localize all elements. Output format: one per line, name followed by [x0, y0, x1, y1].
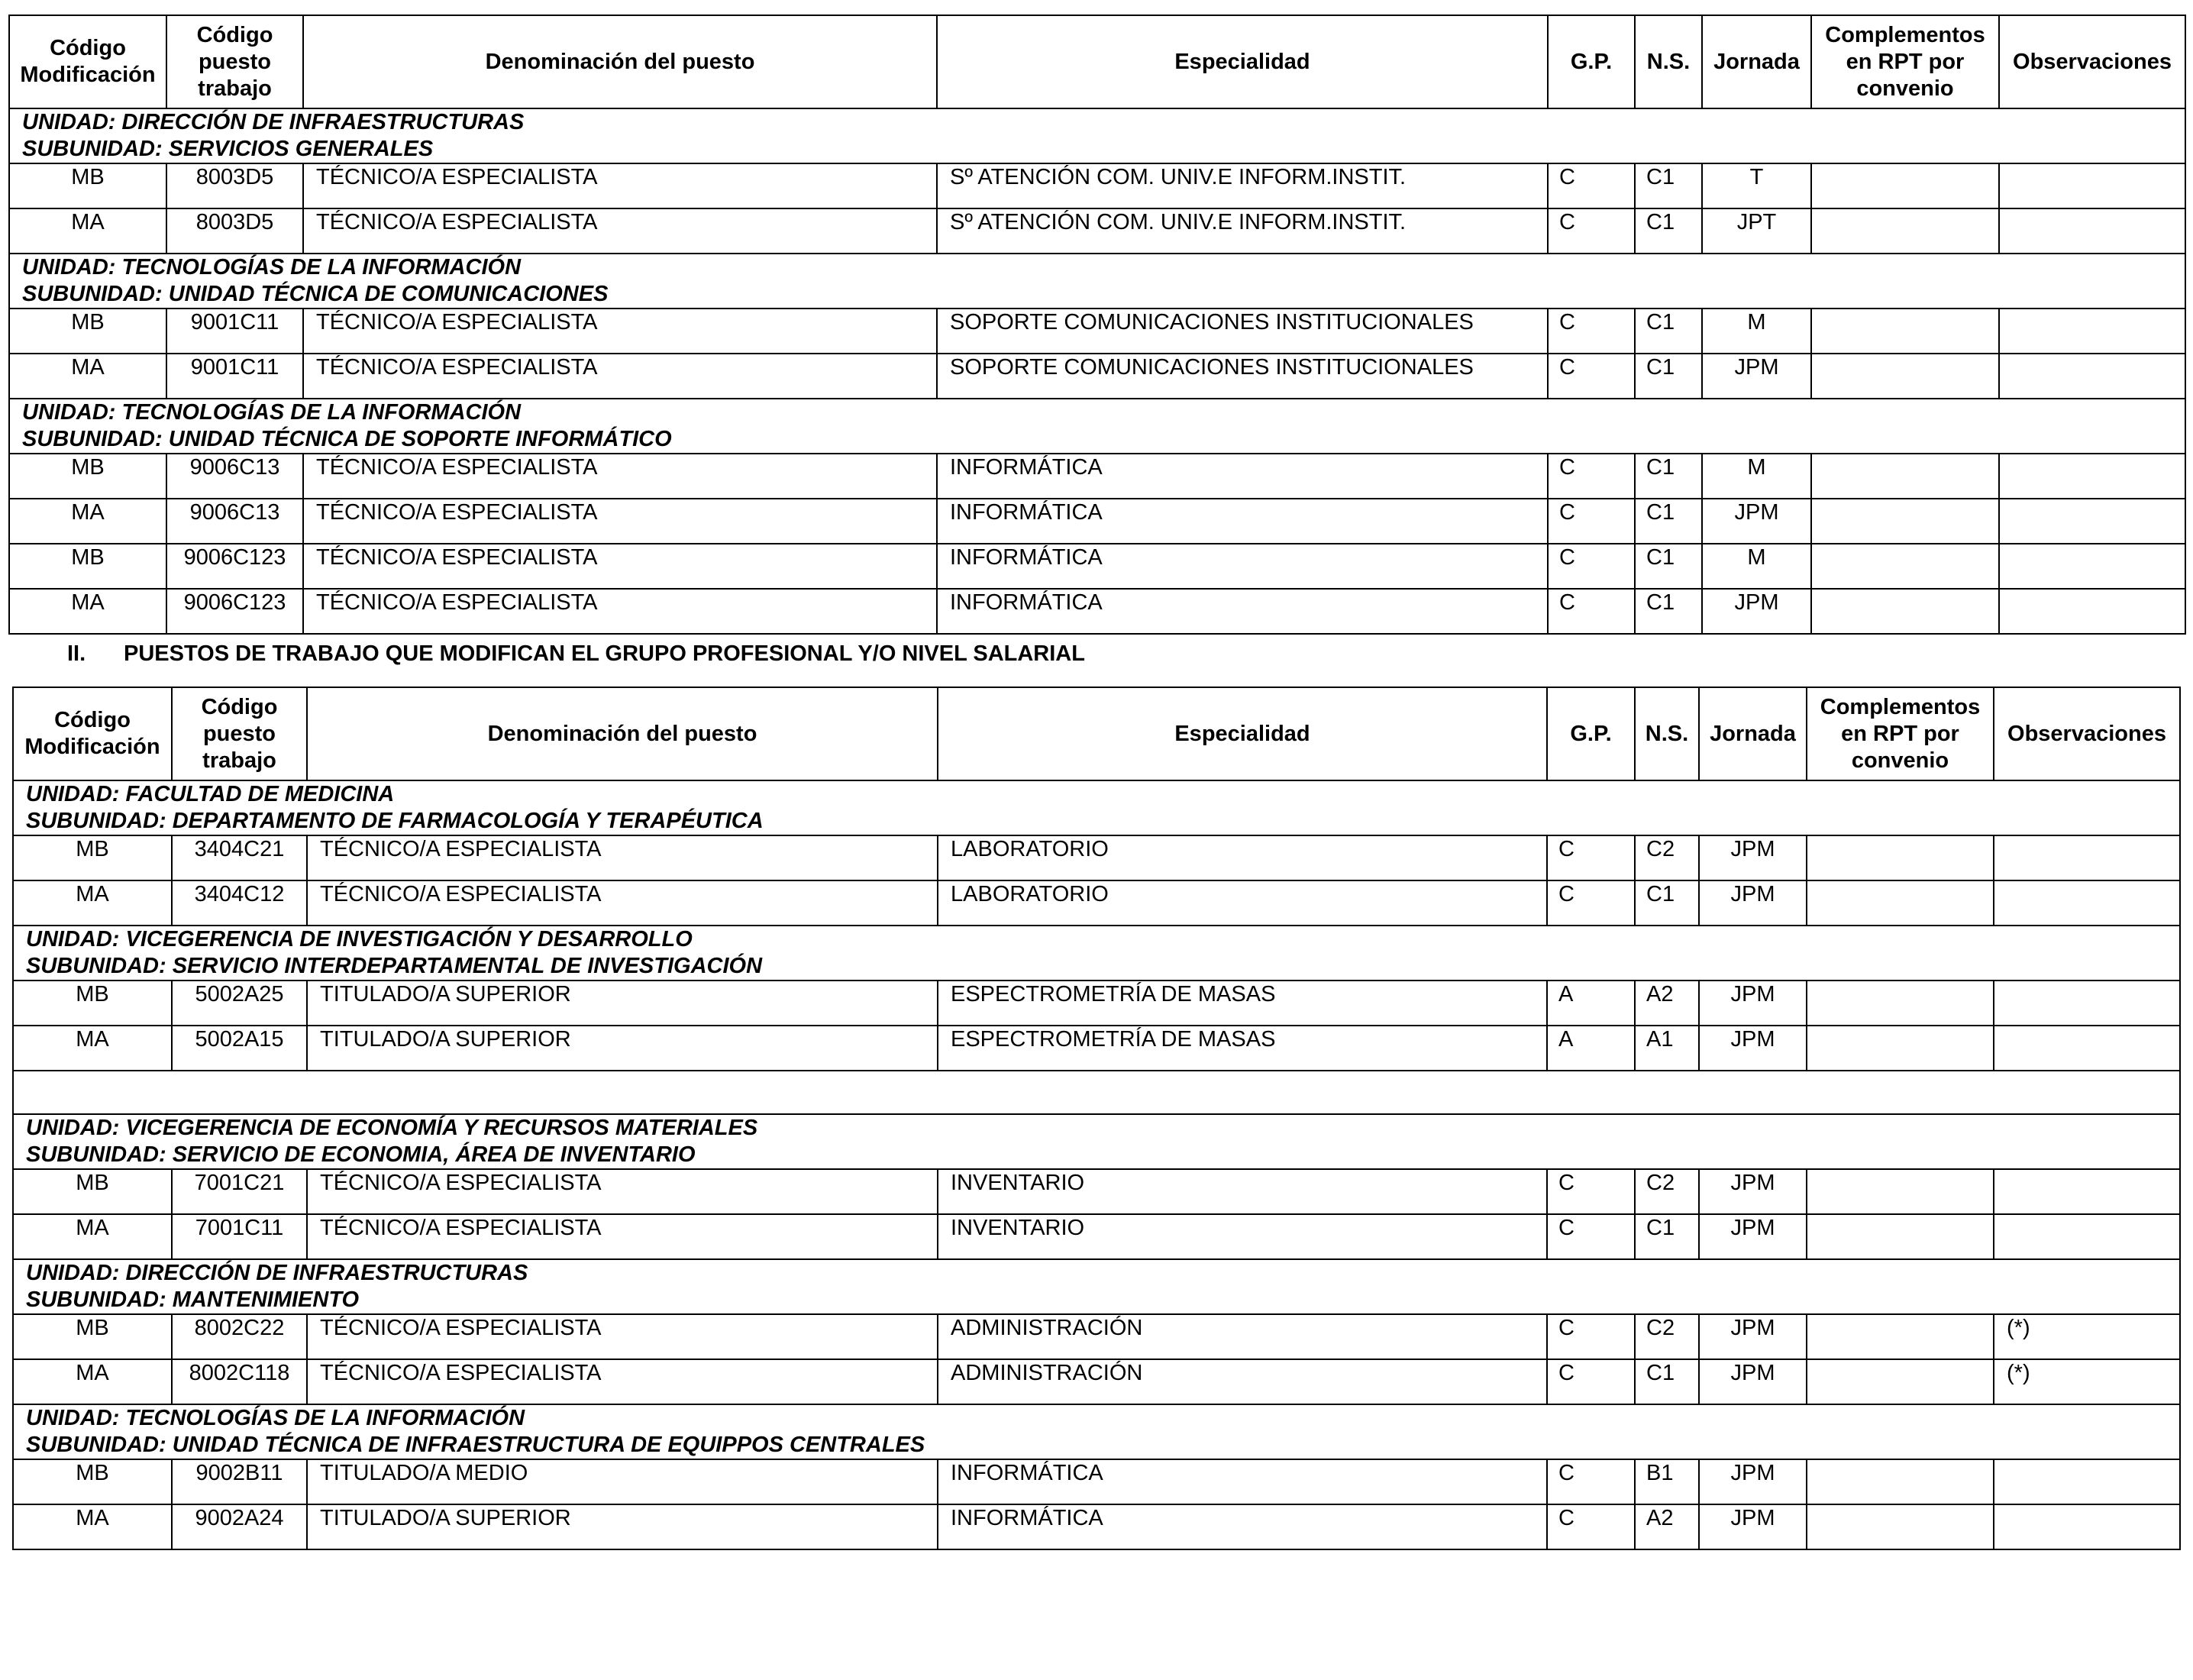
cell-observaciones	[1999, 309, 2185, 354]
subunit-name: SUBUNIDAD: DEPARTAMENTO DE FARMACOLOGÍA Y TERAPÉUTICA	[26, 809, 764, 833]
cell-observaciones	[1999, 499, 2185, 544]
cell-observaciones	[1994, 1459, 2180, 1504]
subunit-name: SUBUNIDAD: SERVICIO INTERDEPARTAMENTAL DE INVESTIGACIÓN	[26, 954, 763, 978]
cell-especialidad: ADMINISTRACIÓN	[938, 1359, 1547, 1404]
cell-mod: MA	[13, 1504, 172, 1549]
cell-complementos	[1807, 1026, 1994, 1071]
cell-codigo: 9001C11	[166, 354, 303, 399]
cell-jornada: T	[1702, 163, 1811, 208]
cell-denominacion: TÉCNICO/A ESPECIALISTA	[303, 354, 937, 399]
cell-observaciones	[1999, 454, 2185, 499]
cell-denominacion: TÉCNICO/A ESPECIALISTA	[303, 163, 937, 208]
cell-complementos	[1807, 1359, 1994, 1404]
cell-gp: A	[1547, 1026, 1635, 1071]
cell-codigo: 8002C22	[172, 1314, 307, 1359]
unit-header-row	[13, 926, 2180, 981]
col-header-codigo-modificacion: Código Modificación	[13, 687, 172, 780]
unit-name: UNIDAD: TECNOLOGÍAS DE LA INFORMACIÓN	[22, 400, 522, 425]
cell-especialidad: SOPORTE COMUNICACIONES INSTITUCIONALES	[937, 309, 1548, 354]
cell-especialidad: SOPORTE COMUNICACIONES INSTITUCIONALES	[937, 354, 1548, 399]
positions-table-1	[8, 15, 2186, 635]
cell-denominacion: TITULADO/A SUPERIOR	[307, 1504, 938, 1549]
cell-denominacion: TÉCNICO/A ESPECIALISTA	[303, 208, 937, 254]
cell-complementos	[1807, 981, 1994, 1026]
cell-especialidad: INVENTARIO	[938, 1169, 1547, 1214]
cell-gp: C	[1548, 163, 1635, 208]
cell-complementos	[1807, 1214, 1994, 1259]
cell-ns: C2	[1635, 1169, 1699, 1214]
unit-header-row	[9, 108, 2185, 163]
cell-especialidad: INFORMÁTICA	[937, 544, 1548, 589]
table-row	[9, 454, 2185, 499]
cell-jornada: M	[1702, 309, 1811, 354]
cell-codigo: 9006C123	[166, 544, 303, 589]
cell-mod: MA	[13, 1214, 172, 1259]
cell-ns: C2	[1635, 1314, 1699, 1359]
cell-gp: C	[1547, 1169, 1635, 1214]
cell-denominacion: TÉCNICO/A ESPECIALISTA	[303, 544, 937, 589]
cell-observaciones	[1994, 880, 2180, 926]
cell-observaciones	[1994, 1026, 2180, 1071]
cell-mod: MA	[13, 1026, 172, 1071]
col-header-especialidad: Especialidad	[938, 687, 1547, 780]
cell-denominacion: TÉCNICO/A ESPECIALISTA	[307, 1169, 938, 1214]
cell-complementos	[1807, 1169, 1994, 1214]
cell-complementos	[1811, 163, 1999, 208]
table-row	[9, 499, 2185, 544]
cell-observaciones: (*)	[1994, 1359, 2180, 1404]
col-header-complementos: Complementos en RPT por convenio	[1807, 687, 1994, 780]
subunit-name: SUBUNIDAD: SERVICIO DE ECONOMIA, ÁREA DE INVENTARIO	[26, 1142, 696, 1167]
cell-denominacion: TITULADO/A SUPERIOR	[307, 981, 938, 1026]
cell-complementos	[1807, 1314, 1994, 1359]
cell-mod: MB	[9, 309, 166, 354]
unit-name: UNIDAD: TECNOLOGÍAS DE LA INFORMACIÓN	[26, 1406, 525, 1430]
cell-gp: C	[1547, 1504, 1635, 1549]
cell-ns: A1	[1635, 1026, 1699, 1071]
cell-ns: C1	[1635, 589, 1702, 634]
cell-gp: C	[1548, 499, 1635, 544]
table-row	[9, 208, 2185, 254]
cell-jornada: JPM	[1699, 1359, 1807, 1404]
col-header-gp: G.P.	[1547, 687, 1635, 780]
cell-especialidad: INVENTARIO	[938, 1214, 1547, 1259]
table-row	[9, 309, 2185, 354]
cell-ns: A2	[1635, 981, 1699, 1026]
col-header-complementos: Complementos en RPT por convenio	[1811, 15, 1999, 108]
section-number: II.	[67, 641, 86, 666]
cell-mod: MA	[9, 589, 166, 634]
cell-codigo: 3404C21	[172, 835, 307, 880]
col-header-codigo-puesto: Código puesto trabajo	[166, 15, 303, 108]
table-row	[9, 544, 2185, 589]
cell-jornada: JPM	[1699, 1459, 1807, 1504]
unit-header-row	[13, 1114, 2180, 1169]
cell-mod: MB	[13, 1169, 172, 1214]
cell-complementos	[1807, 880, 1994, 926]
cell-especialidad: INFORMÁTICA	[937, 454, 1548, 499]
table-header-row	[13, 687, 2180, 780]
unit-name: UNIDAD: VICEGERENCIA DE ECONOMÍA Y RECURSOS MATERIALES	[26, 1116, 758, 1140]
cell-mod: MB	[13, 835, 172, 880]
cell-complementos	[1811, 544, 1999, 589]
cell-denominacion: TÉCNICO/A ESPECIALISTA	[307, 835, 938, 880]
cell-ns: C2	[1635, 835, 1699, 880]
cell-especialidad: Sº ATENCIÓN COM. UNIV.E INFORM.INSTIT.	[937, 208, 1548, 254]
cell-jornada: JPM	[1702, 589, 1811, 634]
col-header-denominacion: Denominación del puesto	[307, 687, 938, 780]
cell-denominacion: TÉCNICO/A ESPECIALISTA	[303, 454, 937, 499]
col-header-especialidad: Especialidad	[937, 15, 1548, 108]
cell-jornada: M	[1702, 454, 1811, 499]
cell-observaciones: (*)	[1994, 1314, 2180, 1359]
unit-name: UNIDAD: FACULTAD DE MEDICINA	[26, 782, 395, 806]
table-row	[13, 1169, 2180, 1214]
cell-codigo: 5002A25	[172, 981, 307, 1026]
cell-ns: C1	[1635, 163, 1702, 208]
subunit-name: SUBUNIDAD: UNIDAD TÉCNICA DE INFRAESTRUCTURA DE EQUIPPOS CENTRALES	[26, 1433, 925, 1457]
cell-complementos	[1811, 208, 1999, 254]
cell-ns: C1	[1635, 454, 1702, 499]
cell-denominacion: TÉCNICO/A ESPECIALISTA	[303, 589, 937, 634]
cell-ns: C1	[1635, 208, 1702, 254]
cell-mod: MA	[9, 208, 166, 254]
cell-gp: C	[1547, 880, 1635, 926]
cell-complementos	[1811, 499, 1999, 544]
cell-complementos	[1811, 589, 1999, 634]
cell-jornada: JPM	[1699, 1504, 1807, 1549]
blank-cell	[13, 1071, 2180, 1114]
table-row	[13, 1359, 2180, 1404]
cell-mod: MB	[9, 454, 166, 499]
cell-codigo: 9006C13	[166, 454, 303, 499]
cell-codigo: 8003D5	[166, 208, 303, 254]
cell-denominacion: TITULADO/A MEDIO	[307, 1459, 938, 1504]
cell-jornada: M	[1702, 544, 1811, 589]
cell-mod: MA	[9, 499, 166, 544]
unit-header-row	[13, 780, 2180, 835]
table-row	[13, 1026, 2180, 1071]
cell-gp: C	[1547, 835, 1635, 880]
unit-header-row	[13, 1259, 2180, 1314]
cell-observaciones	[1994, 1504, 2180, 1549]
cell-mod: MB	[9, 544, 166, 589]
cell-jornada: JPM	[1699, 880, 1807, 926]
cell-ns: C1	[1635, 880, 1699, 926]
subunit-name: SUBUNIDAD: UNIDAD TÉCNICA DE COMUNICACIONES	[22, 282, 609, 306]
table-row	[13, 1459, 2180, 1504]
cell-especialidad: INFORMÁTICA	[938, 1459, 1547, 1504]
cell-denominacion: TÉCNICO/A ESPECIALISTA	[307, 880, 938, 926]
col-header-observaciones: Observaciones	[1994, 687, 2180, 780]
cell-mod: MB	[13, 1459, 172, 1504]
cell-gp: C	[1547, 1214, 1635, 1259]
cell-ns: C1	[1635, 1214, 1699, 1259]
cell-observaciones	[1999, 163, 2185, 208]
cell-codigo: 5002A15	[172, 1026, 307, 1071]
cell-mod: MA	[9, 354, 166, 399]
col-header-ns: N.S.	[1635, 687, 1699, 780]
cell-mod: MA	[13, 1359, 172, 1404]
cell-codigo: 7001C11	[172, 1214, 307, 1259]
cell-ns: C1	[1635, 544, 1702, 589]
cell-gp: C	[1548, 454, 1635, 499]
cell-jornada: JPM	[1699, 1169, 1807, 1214]
subunit-name: SUBUNIDAD: SERVICIOS GENERALES	[22, 137, 434, 161]
cell-especialidad: INFORMÁTICA	[938, 1504, 1547, 1549]
cell-gp: C	[1548, 544, 1635, 589]
cell-especialidad: LABORATORIO	[938, 880, 1547, 926]
cell-gp: C	[1548, 354, 1635, 399]
cell-codigo: 9006C123	[166, 589, 303, 634]
cell-observaciones	[1994, 1169, 2180, 1214]
cell-denominacion: TÉCNICO/A ESPECIALISTA	[307, 1314, 938, 1359]
cell-observaciones	[1999, 544, 2185, 589]
cell-complementos	[1811, 454, 1999, 499]
cell-especialidad: INFORMÁTICA	[937, 589, 1548, 634]
unit-name: UNIDAD: DIRECCIÓN DE INFRAESTRUCTURAS	[22, 110, 525, 134]
table-row	[13, 880, 2180, 926]
cell-codigo: 3404C12	[172, 880, 307, 926]
cell-mod: MB	[13, 1314, 172, 1359]
cell-codigo: 9002A24	[172, 1504, 307, 1549]
table-header-row	[9, 15, 2185, 108]
col-header-gp: G.P.	[1548, 15, 1635, 108]
col-header-codigo-modificacion: Código Modificación	[9, 15, 166, 108]
cell-jornada: JPM	[1699, 1026, 1807, 1071]
col-header-denominacion: Denominación del puesto	[303, 15, 937, 108]
cell-especialidad: ESPECTROMETRÍA DE MASAS	[938, 1026, 1547, 1071]
cell-denominacion: TÉCNICO/A ESPECIALISTA	[307, 1359, 938, 1404]
col-header-jornada: Jornada	[1702, 15, 1811, 108]
table-row	[9, 354, 2185, 399]
cell-gp: C	[1547, 1359, 1635, 1404]
blank-row	[13, 1071, 2180, 1114]
col-header-observaciones: Observaciones	[1999, 15, 2185, 108]
cell-jornada: JPM	[1699, 1214, 1807, 1259]
cell-mod: MB	[13, 981, 172, 1026]
cell-jornada: JPM	[1699, 835, 1807, 880]
cell-ns: B1	[1635, 1459, 1699, 1504]
unit-header-row	[9, 254, 2185, 309]
cell-especialidad: Sº ATENCIÓN COM. UNIV.E INFORM.INSTIT.	[937, 163, 1548, 208]
cell-denominacion: TÉCNICO/A ESPECIALISTA	[303, 499, 937, 544]
cell-denominacion: TITULADO/A SUPERIOR	[307, 1026, 938, 1071]
cell-ns: C1	[1635, 1359, 1699, 1404]
cell-gp: C	[1548, 208, 1635, 254]
col-header-ns: N.S.	[1635, 15, 1702, 108]
cell-observaciones	[1994, 981, 2180, 1026]
cell-codigo: 7001C21	[172, 1169, 307, 1214]
cell-observaciones	[1994, 835, 2180, 880]
unit-header-row	[13, 1404, 2180, 1459]
subunit-name: SUBUNIDAD: UNIDAD TÉCNICA DE SOPORTE INFORMÁTICO	[22, 427, 672, 451]
cell-complementos	[1807, 1504, 1994, 1549]
cell-gp: C	[1548, 589, 1635, 634]
unit-header-row	[9, 399, 2185, 454]
table-row	[13, 1214, 2180, 1259]
cell-jornada: JPM	[1702, 499, 1811, 544]
cell-denominacion: TÉCNICO/A ESPECIALISTA	[303, 309, 937, 354]
table-row	[13, 1504, 2180, 1549]
table-row	[9, 589, 2185, 634]
cell-complementos	[1807, 1459, 1994, 1504]
cell-mod: MB	[9, 163, 166, 208]
cell-mod: MA	[13, 880, 172, 926]
cell-ns: C1	[1635, 354, 1702, 399]
cell-observaciones	[1994, 1214, 2180, 1259]
cell-ns: A2	[1635, 1504, 1699, 1549]
cell-ns: C1	[1635, 309, 1702, 354]
table-row	[13, 835, 2180, 880]
cell-jornada: JPM	[1699, 981, 1807, 1026]
unit-name: UNIDAD: TECNOLOGÍAS DE LA INFORMACIÓN	[22, 255, 522, 279]
cell-codigo: 9002B11	[172, 1459, 307, 1504]
cell-gp: A	[1547, 981, 1635, 1026]
unit-name: UNIDAD: DIRECCIÓN DE INFRAESTRUCTURAS	[26, 1261, 528, 1285]
cell-especialidad: LABORATORIO	[938, 835, 1547, 880]
section-heading: PUESTOS DE TRABAJO QUE MODIFICAN EL GRUPO PROFESIONAL Y/O NIVEL SALARIAL	[124, 641, 1085, 666]
cell-codigo: 8002C118	[172, 1359, 307, 1404]
col-header-jornada: Jornada	[1699, 687, 1807, 780]
table-row	[9, 163, 2185, 208]
cell-jornada: JPM	[1699, 1314, 1807, 1359]
section-title	[67, 641, 1085, 667]
subunit-name: SUBUNIDAD: MANTENIMIENTO	[26, 1287, 360, 1312]
cell-ns: C1	[1635, 499, 1702, 544]
cell-gp: C	[1548, 309, 1635, 354]
cell-complementos	[1811, 309, 1999, 354]
cell-codigo: 8003D5	[166, 163, 303, 208]
cell-especialidad: ESPECTROMETRÍA DE MASAS	[938, 981, 1547, 1026]
cell-complementos	[1807, 835, 1994, 880]
cell-jornada: JPT	[1702, 208, 1811, 254]
cell-observaciones	[1999, 208, 2185, 254]
table-row	[13, 981, 2180, 1026]
cell-codigo: 9001C11	[166, 309, 303, 354]
cell-observaciones	[1999, 354, 2185, 399]
cell-jornada: JPM	[1702, 354, 1811, 399]
cell-observaciones	[1999, 589, 2185, 634]
table-row	[13, 1314, 2180, 1359]
cell-complementos	[1811, 354, 1999, 399]
cell-gp: C	[1547, 1459, 1635, 1504]
cell-denominacion: TÉCNICO/A ESPECIALISTA	[307, 1214, 938, 1259]
cell-gp: C	[1547, 1314, 1635, 1359]
cell-especialidad: INFORMÁTICA	[937, 499, 1548, 544]
cell-especialidad: ADMINISTRACIÓN	[938, 1314, 1547, 1359]
cell-codigo: 9006C13	[166, 499, 303, 544]
col-header-codigo-puesto: Código puesto trabajo	[172, 687, 307, 780]
unit-name: UNIDAD: VICEGERENCIA DE INVESTIGACIÓN Y DESARROLLO	[26, 927, 693, 951]
positions-table-2	[12, 687, 2181, 1550]
